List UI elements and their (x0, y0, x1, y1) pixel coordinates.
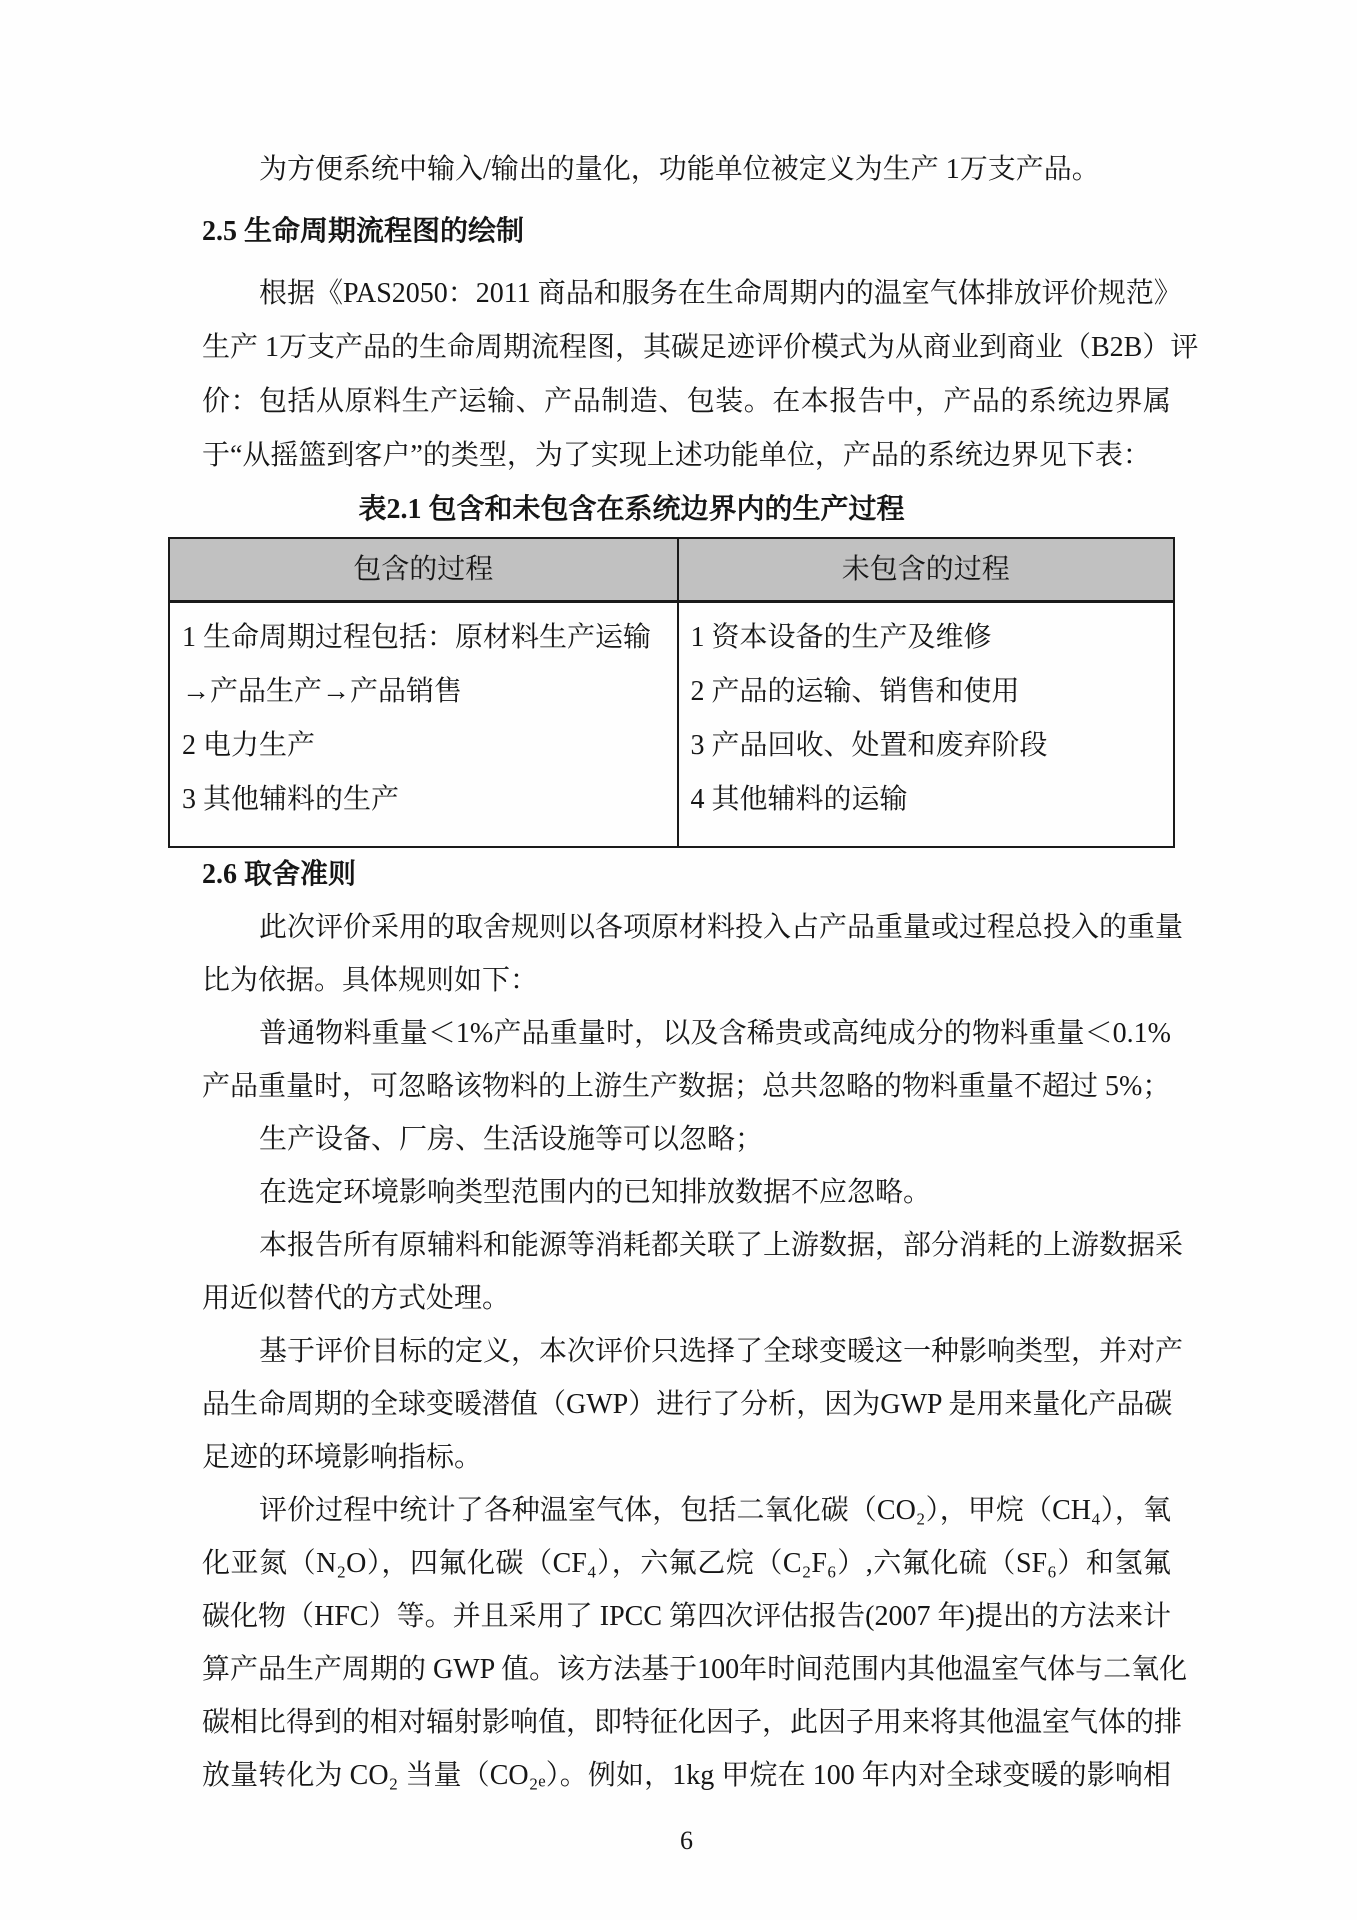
table-header-row (170, 539, 1173, 603)
table-cell-line: 1 生命周期过程包括：原材料生产运输 (182, 622, 652, 653)
paragraph-line: 碳化物（HFC）等。并且采用了 IPCC 第四次评估报告(2007 年)提出的方法来计 (202, 1601, 1171, 1632)
paragraph-line: 基于评价目标的定义，本次评价只选择了全球变暖这一种影响类型，并对产 (259, 1336, 1184, 1367)
paragraph-line: 评价过程中统计了各种温室气体，包括二氧化碳（CO₂），甲烷（CH₄），氧 (259, 1495, 1171, 1526)
section-2-6 (202, 848, 1188, 1802)
paragraph-line: 算产品生产周期的 GWP 值。该方法基于100年时间范围内其他温室气体与二氧化 (202, 1654, 1188, 1685)
table-header-cell-included: 包含的过程 (170, 539, 677, 600)
section-heading-2-6: 2.6 取舍准则 (202, 859, 357, 890)
paragraph-line: 此次评价采用的取舍规则以各项原材料投入占产品重量或过程总投入的重量 (259, 912, 1184, 943)
paragraph-line: 生产 1万支产品的生命周期流程图，其碳足迹评价模式为从商业到商业（B2B）评 (202, 332, 1199, 363)
table-cell-line: 3 产品回收、处置和废弃阶段 (690, 730, 1048, 761)
paragraph-line: 产品重量时，可忽略该物料的上游生产数据；总共忽略的物料重量不超过 5%； (202, 1071, 1171, 1102)
table-cell-included-processes (170, 603, 677, 846)
document-content (182, 143, 1199, 1802)
table-header-cell-excluded: 未包含的过程 (677, 539, 1173, 600)
paragraph-line: 足迹的环境影响指标。 (202, 1442, 483, 1473)
table-cell-line: 2 电力生产 (182, 730, 316, 761)
paragraph-line: 用近似替代的方式处理。 (202, 1283, 511, 1314)
paragraph-line: 为方便系统中输入/输出的量化，功能单位被定义为生产 1万支产品。 (259, 154, 1100, 185)
paragraph-line: 化亚氮（N₂O），四氟化碳（CF₄），六氟乙烷（C₂F₆）,六氟化硫（SF₆）和氢氟 (202, 1548, 1171, 1579)
page-number: 6 (680, 1826, 693, 1855)
paragraph-line: 于“从摇篮到客户”的类型，为了实现上述功能单位，产品的系统边界见下表： (202, 440, 1151, 471)
paragraph-line: 价：包括从原料生产运输、产品制造、包装。在本报告中，产品的系统边界属 (202, 386, 1171, 417)
table-cell-line: 3 其他辅料的生产 (182, 784, 400, 815)
system-boundary-table (168, 537, 1175, 848)
paragraph-line: 生产设备、厂房、生活设施等可以忽略； (259, 1124, 764, 1155)
paragraph-line: 品生命周期的全球变暖潜值（GWP）进行了分析，因为GWP 是用来量化产品碳 (202, 1389, 1173, 1420)
table-cell-line: 1 资本设备的生产及维修 (690, 622, 992, 653)
paragraph-line: 根据《PAS2050：2011 商品和服务在生命周期内的温室气体排放评价规范》 (259, 278, 1182, 309)
section-heading-2-5: 2.5 生命周期流程图的绘制 (202, 216, 525, 247)
table-cell-line: 2 产品的运输、销售和使用 (690, 676, 1020, 707)
paragraph-line: 普通物料重量＜1%产品重量时，以及含稀贵或高纯成分的物料重量＜0.1% (259, 1018, 1171, 1049)
paragraph-line: 本报告所有原辅料和能源等消耗都关联了上游数据，部分消耗的上游数据采 (259, 1230, 1184, 1261)
table-cell-excluded-processes (677, 603, 1173, 846)
table-cell-line: 4 其他辅料的运输 (690, 784, 908, 815)
paragraph-line: 比为依据。具体规则如下： (202, 965, 539, 996)
table-cell-line: →产品生产→产品销售 (182, 676, 463, 707)
table-caption: 表2.1 包含和未包含在系统边界内的生产过程 (358, 494, 905, 525)
paragraph-line: 碳相比得到的相对辐射影响值，即特征化因子，此因子用来将其他温室气体的排 (202, 1707, 1183, 1738)
table-body-row (170, 603, 1173, 846)
paragraph-line: 在选定环境影响类型范围内的已知排放数据不应忽略。 (259, 1177, 932, 1208)
paragraph-line: 放量转化为 CO₂ 当量（CO₂ₑ）。例如，1kg 甲烷在 100 年内对全球变暖的影响相 (202, 1760, 1171, 1791)
